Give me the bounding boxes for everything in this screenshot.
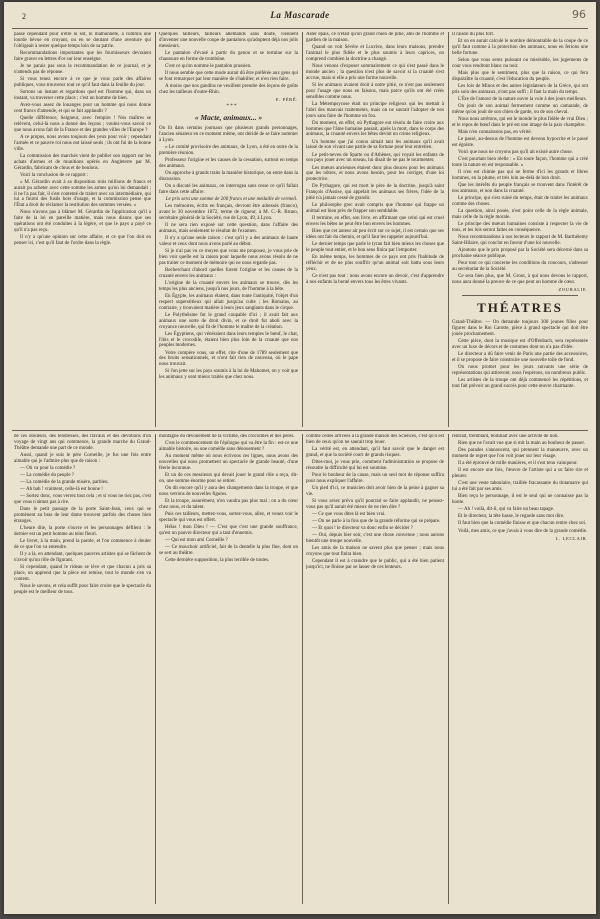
paragraph: La vérité est, en attendant, qu'il faut savoir que le danger est grand, et que la société court de grands risques.	[306, 447, 444, 458]
paragraph: — Qui est mon ami Corneille ?	[165, 538, 228, 543]
paragraph: Je ne parais pas sous la recommandation de ce journal, et je n'attends pas de réponse.	[14, 63, 151, 75]
paragraph: Quelques tailleurs, tailleurs allemands sans doute, viennent d'inventer une nouvelle coupe de pantalons qu'adoptent déjà nos jolis messieurs.	[159, 32, 298, 49]
paragraph: — Ce que vous dites là est bien vrai.	[312, 512, 386, 517]
paragraph: Mais n'en connaissons pas, en vérité.	[458, 130, 532, 136]
column-divider	[302, 32, 303, 427]
paragraph: Le petit-neveu de Sparte ou d'Athènes, qui voyait les enfants de son pays jouer avec un oiseau, lui disait de ne pas le tourmenter.	[306, 152, 444, 164]
paragraph: On jouit de son animal fermement comme un camarade, de même qu'on jouit de son chien de garde, ou de son cheval.	[452, 104, 588, 115]
paragraph: Mais plus que le sentiment, plus que la raison, ce qui fera disparaître la cruauté, c'est l'éducation du peuple.	[452, 71, 588, 82]
paragraph: Il termine, en effet, son livre, en affirmant que celui qui est cruel envers les bêtes ne peut être bon envers les hommes.	[306, 216, 444, 228]
paragraph: Il est encore une fois, l'œuvre de l'artiste qui a su faire rire et pleurer.	[452, 468, 588, 480]
paragraph: Le principe des mœurs humaines consiste à respecter la vie de tous, et les lois seront faites en conséquence.	[452, 222, 588, 234]
top-column-2	[159, 32, 298, 426]
page-number: 2	[22, 12, 26, 21]
paragraph: Le principe, qui s'est ruiné du temps, était de traiter les animaux comme des choses.	[452, 196, 588, 208]
paragraph: Les lois de Minos et des autres législateurs de la Grèce, qui ont pris soin des animaux, n'ont pas suffi ; il faut la main du temps.	[452, 84, 588, 95]
prize-note: Le prix sera une somme de 200 francs et une médaille de vermeil.	[165, 196, 298, 202]
paragraph: On approche à grands traits la manière historique, on entre dans la discussion.	[159, 170, 298, 182]
paragraph: — Où va pour la comédie ?	[20, 465, 76, 471]
paragraph: Le livret, à la main, prend la parole, et l'on commence à douter de ce que l'on va entendre.	[14, 539, 151, 551]
paragraph: Cependant il est à craindre que le public, qui a été bien patient jusqu'ici, ne finisse par se lasser de ces lenteurs.	[306, 559, 444, 571]
paragraph: Au moment même où nous écrivons ces lignes, nous avons des nouvelles qui nous promettent un spectacle de grande beauté, d'une féerie inconnue.	[159, 454, 298, 471]
section-separator: * * *	[226, 104, 237, 110]
paragraph: La commission des marchés vient de publier son rapport sur les achats d'armes et de munitions opérés en Angleterre par M. Gérardin, fabricant de clous et de boulons.	[14, 153, 151, 171]
paragraph: Recommandations importantes que les fournisseurs devraient faire graver en lettres d'or sur leur enseigne.	[14, 50, 151, 62]
handwritten-folio: 96	[572, 8, 586, 21]
paragraph: Ce n'est pas tout : nous avons encore un devoir, c'est d'apprendre à nos enfants la bonté envers tous les êtres vivants.	[306, 274, 444, 286]
paragraph: Cette pièce, dont la musique est d'Offenbach, sera représentée avec un luxe de décors et de costumes dont on n'a pas d'idée.	[452, 339, 588, 350]
paragraph: En Égypte, les animaux étaient, dans toute l'antiquité, l'objet d'un respect superstitieux qui allait jusqu'au culte ; les Romains, au contraire, y trouvaient matière à leurs jeux sanglants dans le cirque.	[159, 293, 298, 311]
paragraph: « Le comité provisoire des animaux, de Lyon, a été en outre de la première réunion.	[159, 144, 298, 156]
masthead-title: La Mascarade	[270, 10, 330, 20]
bottom-column-4	[452, 434, 588, 904]
paragraph: Nous venons d'exposer sommairement ce qui s'est passé dans le monde ancien ; la question n'est plus de savoir si la cruauté s'est accrue, mais si elle a pris une forme nouvelle.	[306, 63, 444, 81]
paragraph: Votre compère vous, un effet, cite d'une de 1789 seulement que des bruits sensationnels, et n'ont fait rien de nouveau, où le pape nous trouvait.	[159, 350, 298, 368]
paragraph: Un pied d'ici, ce musicien doit avoir bien de la peine à gagner sa vie.	[306, 486, 444, 497]
newspaper-page	[4, 2, 596, 914]
paragraph: — Ah bah ! vraiment, celle-là est bonne !	[20, 487, 103, 493]
paragraph: Il nous semble que cette mode aurait dû être préférée aux gens qui se font remarquer par leur manière de s'habiller, et n'en rien faire.	[159, 71, 298, 82]
paragraph: — On ne parle à la fois que de la grande réforme qui se prépare.	[312, 519, 441, 525]
header-rule	[12, 28, 588, 29]
theatre-section-title: THÉATRES	[477, 300, 563, 316]
paragraph: A moins que nos gandins ne veuillent prendre des leçons de goûts chez les tailleurs d'outre-Rhin.	[159, 84, 298, 95]
paragraph: Le philosophe grec avait compris que l'homme qui frappe un animal est bien près de frapper son semblable.	[306, 203, 444, 215]
paragraph: Les mémoires, écrits en français, devront être adressés (franco), avant le 30 novembre 1872, terme de rigueur, à M. C.-R. Bruno, secrétaire général de la Société, rue de Lyon, 49, à Lyon.	[159, 204, 298, 221]
paragraph: montagne du dévouement de la victime, des crocodiles et des pères.	[159, 434, 295, 439]
paragraph: Hélas ! mon Dieu ! — C'est que c'est une grande souffrance, qu'est un pauvre directeur qui a tant d'ennemis.	[159, 525, 298, 536]
paragraph: — La comédie de la grande misère, parbleu.	[20, 480, 109, 486]
paragraph: — Sortez donc, vous verrez tout cela ; et si vous ne riez pas, c'est que vous n'aimez pas à rire.	[14, 494, 151, 506]
paragraph: Selon que vous serez puissant ou misérable, les jugements de cour vous rendront blanc ou noir.	[452, 58, 588, 69]
paragraph: Voici la conclusion de ce rapport :	[20, 172, 89, 178]
paragraph: Nous le savons, et cela suffit pour faire croire que le spectacle du peuple est le meilleur de tous.	[14, 584, 151, 595]
paragraph: Le dernier temps que parle le tyran fait bien mieux les choses que le peuple tout entier, et le bon sens finira par l'emporter.	[306, 242, 444, 254]
article-signature: ZOURALIE.	[558, 287, 588, 293]
paragraph: L'Ère de l'amour de la nature ouvre la voie à des jours meilleurs.	[458, 97, 587, 102]
article-signature: L. LECLAIR.	[555, 535, 588, 541]
paragraph: — Oui, depuis hier soir, c'est une chose convenue ; nous aurons bientôt une troupe nouvelle.	[306, 533, 444, 545]
paragraph: Grand-Théâtre. — On demande toujours 300 jeunes filles pour figurer dans le Roi Carotte, pièce à grand spectacle qui doit être jouée prochainement.	[452, 320, 588, 337]
paragraph: L'heure dite, la porte s'ouvre et les personnages défilent : le dernier est un petit homme au teint fleuri.	[14, 526, 151, 538]
paragraph: C'est ce qu'on nomme le pantalon prussien.	[165, 63, 252, 69]
paragraph: Et on en aurait calculé le nombre démontrable de la coupe de ce qu'il faut comme à la protection des animaux, nous en ferions une belle fortune.	[452, 39, 588, 56]
paragraph: Si vous tenez encore à ce que je vous parle des affaires publiques, vous trouverez tout ce qu'il faut dans la feuille du jour.	[14, 76, 151, 88]
section-rule	[12, 430, 588, 431]
paragraph: On a discuté les animaux, on interrogea sans cesse ce qu'il fallait faire dans cette affaire.	[159, 183, 298, 195]
paragraph: Quand on voit Sévère et Lucrèce, dans leurs maisons, prendre l'animal le plus fidèle et le plus soumis à leurs caprices, on comprend combien la doctrine a changé.	[306, 45, 444, 62]
paragraph: Le pantalon d'évasé à partir du genou et se termine sur la chaussure en forme de trombône.	[159, 50, 298, 62]
paragraph: Le Polythéisme fut le grand coupable d'ici ; il avait fait aux animaux une sorte de droit divin, et ce droit fut aboli avec la croyance nouvelle, qui fit de l'homme le maître de la création.	[159, 312, 298, 330]
paragraph: On lit dans certains journaux que plusieurs grands personnages, l'ancien sénateur en ce moment même, ont décidé de se faire nommer à Lyon.	[159, 126, 298, 143]
column-divider	[302, 434, 303, 904]
paragraph: Pour le bonheur de la cause, mais un seul mot de réponse suffira pour nous expliquer l'affaire.	[306, 473, 444, 484]
paragraph: Le passé, au-dessus de l'homme est devenu hypocrite et le passé est égoïste.	[452, 137, 588, 149]
paragraph: Et un de ces messieurs qui devait jouer le grand rôle a reçu, dit-on, une somme énorme pour se retirer.	[159, 473, 298, 484]
paragraph: Nous recommandons à nos lecteurs le rapport de M. Barthélemy Saint-Hilaire, qui conclut en faveur d'une loi nouvelle.	[452, 235, 588, 247]
paragraph: « M. Gérardin avait à sa disposition trois millions de francs et aurait pu acheter avec cette somme les armes qu'on lui demandait ; il ne l'a pas fait, il s'est contenté de traiter avec un intermédiaire, qui lui a fourni des fusils hors d'usage, et la commission pense que l'État a droit de réclamer la restitution des sommes versées. »	[14, 179, 151, 209]
paragraph: La question, ainsi posée, n'est point celle de la règle animale, mais celle de la règle morale.	[452, 209, 588, 221]
paragraph: Si l'on jette sur les pays soumis à la loi de Mahomet, on y voit que les animaux y sont mieux traités que chez nous.	[159, 369, 298, 381]
paragraph: Des parades s'annoncent, qui prennent la manœuvre, avec un moment de regret que l'on voit jouer sur leur visage.	[452, 448, 588, 460]
paragraph: Il y a là, en attendant, quelques pauvres artistes qui se fâchent de n'avoir qu'un rôle de figurant.	[14, 552, 151, 564]
column-divider	[448, 434, 449, 904]
paragraph: Quelle différence, Seigneur, avec l'empire ! Nos maîtres se relèvent, celui-là nous a donné des leçons ; voulez-vous savoir ce que nous avons fait de la France et des grandes villes de l'Europe ?	[14, 115, 151, 133]
paragraph: — La comédie du peuple ?	[20, 473, 75, 478]
top-column-1	[14, 32, 151, 426]
top-column-4	[452, 32, 588, 426]
paragraph: Sortons un instant et regardons quel est l'homme qui, dans un instant, va traverser cette place ; c'est un homme de bien.	[14, 89, 151, 101]
paragraph: de ces douleurs, des tendresses, des travaux et des dévotions d'un voyage de vingt ans qui commence, la grande marche du Grand-Théâtre demande une part de ce monde.	[14, 434, 151, 451]
paragraph: Recherchant d'abord quelles furent l'origine et les causes de la cruauté envers les animaux :	[159, 267, 298, 279]
top-column-3	[306, 32, 444, 426]
paragraph: Nous nous arrêtons, qui est le monde le plus fidèle de vrai Dieu ; et le repos de bœuf dans le pré est une image de la paix champêtre.	[452, 117, 588, 128]
paragraph: Les mœurs anciennes étaient donc plus douces pour les animaux que les nôtres, et nous avons besoin, pour les corriger, d'une loi protectrice.	[306, 165, 444, 183]
paragraph: Que les intérêts du peuple français se trouvent dans l'intérêt de nos animaux, et non dans la cruauté.	[452, 183, 588, 195]
paragraph: Dites-moi, je vous prie, comment l'administration se propose de résoudre la difficulté qui lui est soumise.	[306, 460, 444, 471]
article-signature: E. PÉRÉ.	[275, 97, 298, 102]
paragraph: — Et quoi ! le directeur va donc enfin se décider ?	[312, 526, 413, 532]
paragraph: Si cependant, quand le rideau se lève et que chacun a pris sa place, on apprend que la pièce est remise, tout le monde s'en va content.	[14, 565, 151, 582]
paragraph: Voici que nous ne croyons pas qu'il ait existé autre chose.	[458, 150, 573, 156]
paragraph: Cette dernière supposition, la plus terrible de toutes.	[165, 558, 270, 564]
paragraph: Si les animaux avaient droit à notre pitié, ce n'est pas seulement pour l'usage que nous en faisons, mais parce qu'ils ont été créés sensibles comme nous.	[306, 82, 444, 100]
bottom-column-3	[306, 434, 444, 904]
bottom-column-1	[14, 434, 151, 904]
column-divider	[155, 434, 156, 904]
paragraph: rentrait, tremblant, boitillait avec une activité de lion.	[452, 434, 559, 439]
paragraph: Du moment, en effet, où Pythagore eut résolu de faire croire aux hommes que l'âme humaine passait, après la mort, dans le corps des animaux, la cruauté envers les bêtes devint un crime religieux.	[306, 120, 444, 138]
column-divider	[448, 32, 449, 427]
paragraph: comme celles arrivées à la grande maison des Sciences, c'est qu'il est bien de ceux qu'on ne saurait trop louer.	[306, 434, 444, 445]
paragraph: — Ah ! voilà, dit-il, qui va faire un beau tapage.	[458, 507, 555, 513]
paragraph: Il faut bien que la comédie finisse et que chacun rentre chez soi.	[458, 521, 587, 527]
paragraph: Il n'y a qu'une opinion sur cette affaire, et ce que l'on doit en penser ici, c'est qu'il faut de l'ordre dans la règle.	[14, 235, 151, 247]
paragraph: Il a été éprouvé de mille manières, et il s'est tenu vainqueur.	[458, 461, 578, 467]
paragraph: Pour tout ce qui concerne les conditions du concours, s'adresser au secrétariat de la Société.	[452, 261, 588, 273]
paragraph: Il n'en est chimie pas qui ne ferme d'ici les grands et libres hommes, en la plume, et très loin au-delà de bon droit.	[452, 170, 588, 182]
paragraph: Si vous aviez prévu qu'il pourrait se faire applaudir, ne pensez-vous pas qu'il aurait été mieux de ne rien dire ?	[306, 499, 444, 510]
paragraph: Et le directeur, la tête basse, le regarde sans mot dire.	[458, 514, 565, 520]
paragraph: Bien reçu le personnage, il est le seul qui ne connaisse pas la honte.	[452, 494, 588, 506]
paragraph: C'est une veste taboulaire, traillée fracassante du tintamarre qui lui a été fait par ses amis.	[452, 481, 588, 493]
paragraph: Et la troupe, assurément, n'en vaudra pas plus mal ; on a du cœur chez nous, et du talent.	[159, 499, 298, 510]
paragraph: Aster épais, ce n'était qu'un grand chien de pitié, ami de l'homme et gardien de la maison.	[306, 32, 444, 43]
paragraph: De Pythagore, qui est mort le père de la doctrine, jusqu'à saint François d'Assise, qui appelait les animaux ses frères, l'idée de la pitié n'a jamais cessé de grandir.	[306, 184, 444, 202]
column-divider	[155, 32, 156, 427]
paragraph: Nous n'avons pas à blâmer M. Gérardin de l'application qu'il a faite de la loi en pareille matière, mais nous disons que ses opérations ont été conduites à la légère, et que le pays a payé ce qu'il n'a pas reçu.	[14, 210, 151, 234]
paragraph: Aussi, quand je suis le père Corneille, je fus une fois entre aimable qui je l'admire plus que de raison :	[14, 452, 151, 464]
paragraph: On nous promet pour les jours suivants une série de représentations qui attireront, nous l'espérons, un nombreux public.	[452, 365, 588, 376]
paragraph: Ajoutons que le prix proposé par la Société sera décerné dans sa prochaine séance publique.	[452, 248, 588, 260]
paragraph: On dit encore qu'il y aura des changements dans la troupe, et que nous verrons de nouvelles figures.	[159, 486, 298, 497]
paragraph: Les amis de la maison ne savent plus que penser ; mais nous croyons que tout finira bien.	[306, 546, 444, 558]
paragraph: Il ne sera rien exposé sur cette question, dans l'affaire des animaux, mais seulement le résultat de l'examen.	[159, 222, 298, 234]
paragraph: C'est pourtant bien réelle : « En toute façon, l'homme qui a créé toute la nature en est responsable. »	[452, 157, 588, 169]
paragraph: Ce sera bien plus, que M. Grout, à qui nous devons le rapport, nous aura donné la preuve de ce que peut un homme de cœur.	[452, 274, 588, 286]
paragraph: A ce propos, nous avons toujours des yeux pour voir ; cependant l'armée et ce pauvre roi nous ont laissé seuls ; ils ont fui de la bonne ville.	[14, 134, 151, 152]
paragraph: Voilà, mes amis, ce que j'avais à vous dire de la grande comédie.	[458, 528, 588, 534]
paragraph: Si je n'ai pas vu ce moyen que vous me proposez, je vous prie de bien voir quelle est la raison pour laquelle nous avons résolu de ne pas traiter ce moment de mémoire qui ne nous regarde pas.	[159, 248, 298, 266]
paragraph: L'origine de la cruauté envers les animaux se trouve, dès les temps les plus anciens, jusqu'à nos jours, de l'homme à la bête.	[159, 280, 298, 292]
paragraph: Les artistes de la troupe ont déjà commencé les répétitions, et tout fait prévoir un grand succès pour cette œuvre charmante.	[452, 378, 588, 389]
article-title: « Macte, animaux... »	[194, 113, 263, 122]
bottom-column-2	[159, 434, 298, 904]
paragraph: passe cependant pour n'être ni sot, ni malhonnête, a commis une lourde bévue en croyant, ou en se doutant d'une aventure qui l'obligeait à rester quelque temps loin de sa patrie.	[14, 32, 151, 49]
paragraph: Dans le petit passage de la porte Saint-Jean, ceux qui se promènent au bras de leur dame trouvent parfois des choses bien étranges.	[14, 507, 151, 525]
paragraph: Rien que ne l'avait vue que si mit la main au bonheur de passer.	[458, 441, 585, 447]
paragraph: Professeur l'origine et les causes de la cessation, surtout en temps des animaux.	[159, 157, 298, 169]
paragraph: — Ce mouchoir artificiel, fait de la dentelle la plus fine, dont on se sert au théâtre.	[159, 545, 298, 556]
section-rule	[462, 295, 578, 296]
paragraph: En même temps, les hommes de ce pays ont pris l'habitude de réfléchir et de ne plus souffrir qu'un animal soit battu sous leurs yeux.	[306, 255, 444, 273]
paragraph: Bien que cet auteur ait peu écrit sur ce sujet, il est certain que ses idées ont fait du chemin, et qu'il faut les rappeler aujourd'hui.	[306, 229, 444, 241]
paragraph: Avez-vous assez de louanges pour un homme qui nous donne cent francs d'amende, et qui se fait applaudir ?	[14, 102, 151, 114]
paragraph: Le directeur a dû faire venir de Paris une partie des accessoires, et il se propose de faire construire une nouvelle toile de fond.	[452, 352, 588, 363]
paragraph: Les Égyptiens, qui vénéraient dans leurs temples le bœuf, le chat, l'ibis et le crocodile, étaient bien plus loin de la cruauté que nos peuples modernes.	[159, 331, 298, 349]
paragraph: Il n'y a qu'une seule raison : c'est qu'il y a des animaux de haute valeur et ceux dont nous avons parlé au début.	[159, 235, 298, 247]
paragraph: Puis ces tailleurs, mettez-vous, sortez-vous, allez, et venez voir le spectacle qui vous est offert.	[159, 512, 298, 523]
paragraph: La Métempsycose était un principe religieux qui les mettait à l'abri des mauvais traitements, mais on ne saurait l'adopter de nos jours sans faire de l'homme un fou.	[306, 101, 444, 119]
paragraph: Un homme que j'ai connu aimait tant les animaux qu'il avait laissé de son vivant une partie de sa fortune pour leur entretien.	[306, 139, 444, 151]
paragraph: C'est le commencement de l'épilogue qui va être la fin : est-ce une aimable histoire, ou une comédie sans dénouement ?	[159, 441, 298, 452]
paragraph: Il raison du plus fort.	[452, 32, 495, 37]
